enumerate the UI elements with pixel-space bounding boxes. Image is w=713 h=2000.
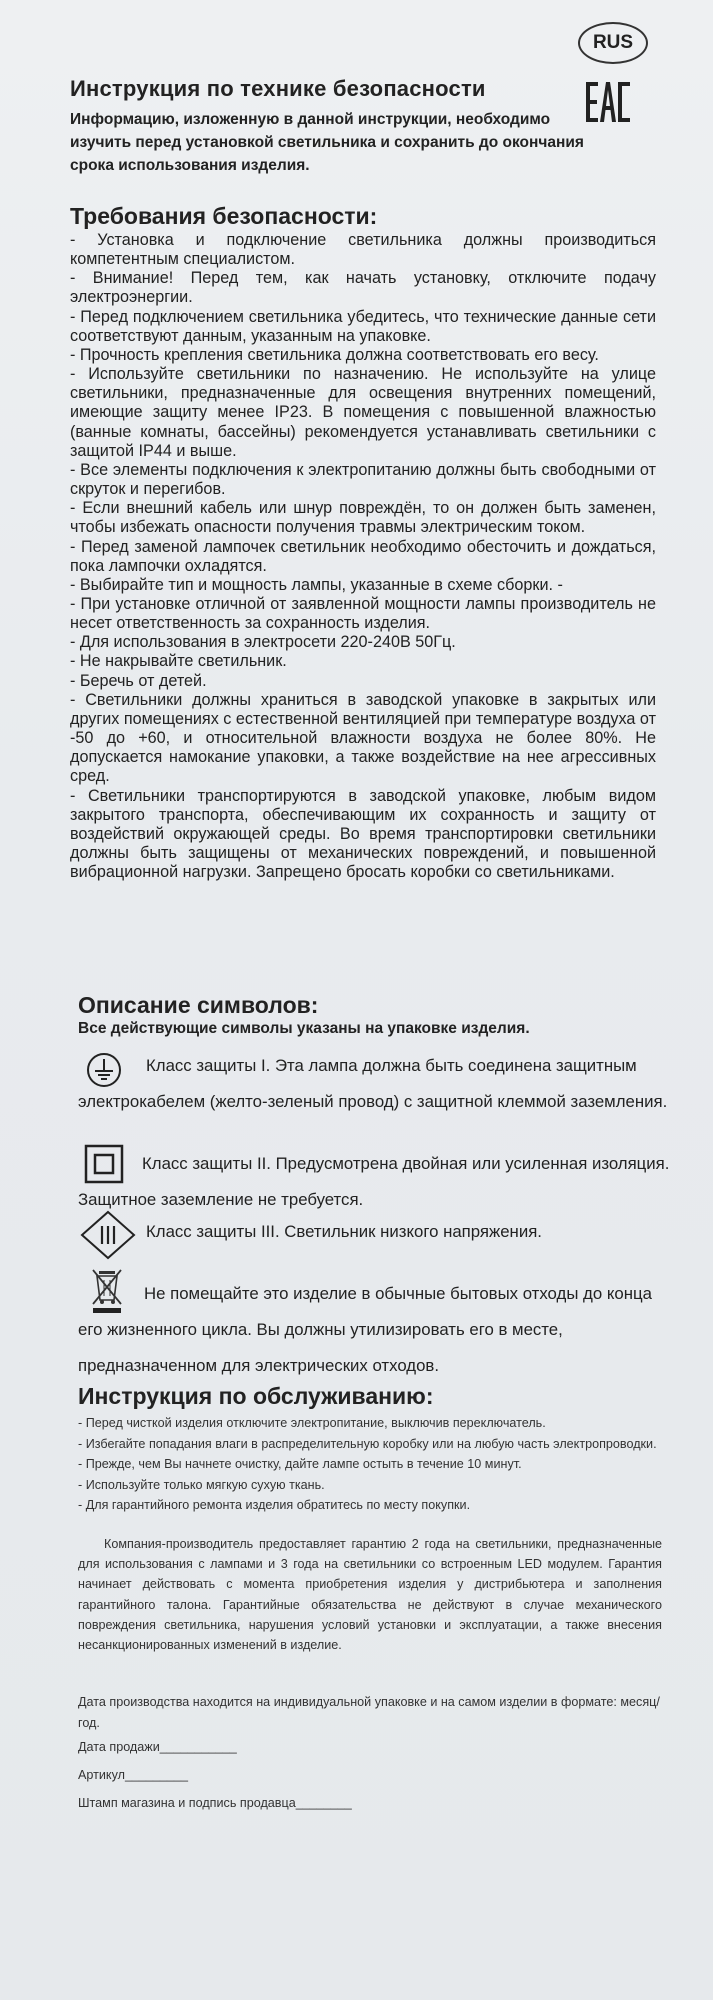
- list-item: - Перед чисткой изделия отключите электропитание, выключив переключатель.: [78, 1416, 546, 1430]
- service-list: [78, 1413, 678, 1516]
- list-item: - Не накрывайте светильник.: [70, 652, 287, 671]
- list-item: - Избегайте попадания влаги в распределительную коробку или на любую часть электропроводки.: [78, 1436, 657, 1451]
- article-field: Артикул_________: [78, 1768, 188, 1782]
- list-item: - Светильники транспортируются в заводской упаковке, любым видом закрытого транспорта, обеспечивающим их сохранность и защиту от воздействий окружающей среды. Во время транспортировки светильники должны быть защищены от механических повреждений, и повышенной вибрационной нагрузки. Запрещено бросать коробки со светильниками.: [70, 786, 656, 882]
- document-title: Инструкция по технике безопасности: [70, 76, 486, 101]
- rus-badge-label: RUS: [592, 32, 634, 53]
- rus-badge: [578, 22, 648, 64]
- intro-text: Информацию, изложенную в данной инструкции, необходимо изучить перед установкой светильника и сохранить до окончания срока использования изделия.: [70, 111, 584, 174]
- list-item: - Все элементы подключения к электропитанию должны быть свободными от скруток и перегибов.: [70, 460, 656, 499]
- list-item: - Беречь от детей.: [70, 671, 207, 690]
- list-item: - Внимание! Перед тем, как начать установку, отключите подачу электроэнергии.: [70, 269, 656, 307]
- symbol-text: Класс защиты I. Эта лампа должна быть соединена защитным электрокабелем (желто-зеленый провод) с защитной клеммой заземления.: [78, 1056, 668, 1111]
- symbols-heading: Описание символов:: [78, 992, 319, 1018]
- list-item: - Выбирайте тип и мощность лампы, указанные в схеме сборки. -: [70, 575, 563, 594]
- list-item: - Перед заменой лампочек светильник необходимо обесточить и дождаться, пока лампочки охладятся.: [70, 537, 656, 575]
- symbol-text: Класс защиты III. Светильник низкого напряжения.: [146, 1222, 542, 1241]
- symbol-text: Класс защиты II. Предусмотрена двойная или усиленная изоляция. Защитное заземление не требуется.: [78, 1154, 670, 1209]
- symbol-weee: [78, 1276, 678, 1384]
- list-item: - Используйте светильники по назначению. Не используйте на улице светильники, предназначенные для освещения внутренних помещений, имеющие защиту менее IP23. В помещения с повышенной влажностью (ванные комнаты, бассейны) рекомендуется устанавливать светильники с защитой IP44 и выше.: [70, 365, 656, 460]
- list-item: - Прочность крепления светильника должна соответствовать его весу.: [70, 345, 599, 364]
- list-item: - При установке отличной от заявленной мощности лампы производитель не несет ответственность за сохранность изделия.: [70, 594, 656, 633]
- requirements-list: [70, 231, 656, 882]
- sale-date-field: Дата продажи___________: [78, 1740, 237, 1754]
- warranty-text: Компания-производитель предоставляет гарантию 2 года на светильники, предназначенные для использования с лампами и 3 года на светильники со встроенным LED модулем. Гарантия начинает действовать с момента приобретения изделия у дистрибьютера и заполнения гарантийного талона. Гарантийные обязательства не действуют в случае механического повреждения светильника, нарушения условий установки и эксплуатации, а также внесения несанкционированных изменений в изделие.: [78, 1537, 662, 1653]
- symbols-intro: Все действующие символы указаны на упаковке изделия.: [78, 1020, 530, 1037]
- symbol-class-2: [78, 1146, 678, 1218]
- symbol-class-1: [78, 1048, 678, 1120]
- symbol-text: Не помещайте это изделие в обычные бытовых отходы до конца его жизненного цикла. Вы должны утилизировать его в месте, предназначенном для электрических отходов.: [78, 1284, 652, 1375]
- list-item: - Для гарантийного ремонта изделия обратитесь по месту покупки.: [78, 1498, 471, 1512]
- list-item: - Используйте только мягкую сухую ткань.: [78, 1477, 325, 1492]
- service-heading: Инструкция по обслуживанию:: [78, 1383, 434, 1409]
- eac-mark-icon: [585, 78, 631, 126]
- symbol-class-3: [146, 1214, 686, 1250]
- list-item: - Установка и подключение светильника должны производиться компетентным специалистом.: [70, 231, 656, 269]
- list-item: - Светильники должны храниться в заводской упаковке в закрытых или других помещениях с естественной вентиляцией при температуре воздуха от -50 до +60, и относительной влажности воздуха не более 80%. Не допускается намокание упаковки, а также воздействие на нее агрессивных сред.: [70, 690, 656, 786]
- list-item: - Если внешний кабель или шнур повреждён, то он должен быть заменен, чтобы избежать опасности получения травмы электрическим током.: [70, 499, 656, 537]
- header: [70, 76, 590, 177]
- requirements-heading: Требования безопасности:: [70, 203, 378, 229]
- class-three-icon: [80, 1210, 136, 1260]
- list-item: - Перед подключением светильника убедитесь, что технические данные сети соответствуют данным, указанным на упаковке.: [70, 307, 656, 345]
- production-date-info: Дата производства находится на индивидуальной упаковке и на самом изделии в формате: месяц/год.: [78, 1695, 660, 1730]
- list-item: - Прежде, чем Вы начнете очистку, дайте лампе остыть в течение 10 минут.: [78, 1457, 522, 1471]
- stamp-signature-field: Штамп магазина и подпись продавца________: [78, 1796, 352, 1810]
- list-item: - Для использования в электросети 220-240В 50Гц.: [70, 633, 456, 652]
